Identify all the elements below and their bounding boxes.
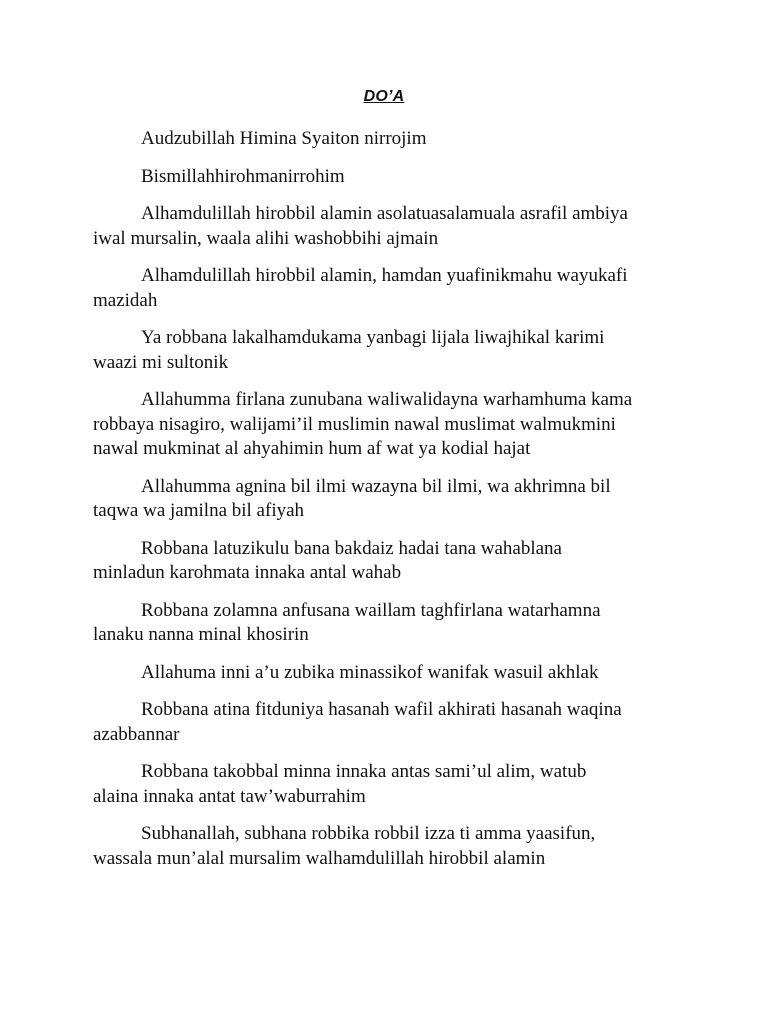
paragraph-line: Robbana latuzikulu bana bakdaiz hadai tana wahablana bbox=[141, 537, 562, 559]
prayer-paragraph bbox=[93, 388, 683, 462]
paragraph-line: Allahumma firlana zunubana waliwalidayna warhamhuma kama bbox=[141, 389, 633, 410]
paragraph-line: Alhamdulillah hirobbil alamin, hamdan yuafinikmahu wayukafi bbox=[141, 265, 628, 286]
paragraph-line: wassala mun’alal mursalim walhamdulillah hirobbil alamin bbox=[93, 847, 546, 869]
paragraph-line: waazi mi sultonik bbox=[93, 351, 229, 373]
paragraph-line: robbaya nisagiro, walijami’il muslimin nawal muslimat walmukmini bbox=[93, 413, 616, 435]
paragraph-line: mazidah bbox=[93, 289, 158, 311]
prayer-paragraph bbox=[93, 537, 683, 586]
prayer-paragraph bbox=[93, 599, 683, 648]
paragraph-line: alaina innaka antat taw’waburrahim bbox=[93, 785, 366, 807]
document-title: DO’A bbox=[363, 88, 405, 105]
paragraph-line: taqwa wa jamilna bil afiyah bbox=[93, 500, 305, 521]
prayer-paragraph bbox=[93, 264, 683, 313]
paragraph-line: Alhamdulillah hirobbil alamin asolatuasalamuala asrafil ambiya bbox=[141, 203, 628, 224]
paragraph-line: Ya robbana lakalhamdukama yanbagi lijala liwajhikal karimi bbox=[141, 327, 605, 348]
paragraph-line: Allahumma agnina bil ilmi wazayna bil ilmi, wa akhrimna bil bbox=[141, 475, 611, 497]
paragraph-line: Robbana takobbal minna innaka antas sami’ul alim, watub bbox=[141, 761, 587, 782]
paragraph-line: minladun karohmata innaka antal wahab bbox=[93, 562, 402, 583]
paragraph-line: Robbana atina fitduniya hasanah wafil akhirati hasanah waqina bbox=[141, 699, 622, 720]
paragraph-line: Audzubillah Himina Syaiton nirrojim bbox=[141, 128, 427, 149]
paragraph-line: iwal mursalin, waala alihi washobbihi ajmain bbox=[93, 227, 439, 249]
paragraph-line: Robbana zolamna anfusana waillam taghfirlana watarhamna bbox=[141, 599, 601, 621]
paragraph-line: Allahuma inni a’u zubika minassikof wanifak wasuil akhlak bbox=[141, 661, 599, 683]
paragraph-line: azabbannar bbox=[93, 723, 180, 745]
document-body bbox=[93, 127, 683, 884]
prayer-paragraph bbox=[93, 202, 683, 251]
prayer-paragraph bbox=[93, 760, 683, 809]
prayer-paragraph bbox=[93, 127, 683, 152]
prayer-paragraph bbox=[93, 661, 683, 686]
prayer-paragraph bbox=[93, 822, 683, 871]
paragraph-line: Bismillahhirohmanirrohim bbox=[141, 165, 345, 187]
prayer-paragraph bbox=[93, 698, 683, 747]
paragraph-line: Subhanallah, subhana robbika robbil izza ti amma yaasifun, bbox=[141, 823, 596, 844]
paragraph-line: lanaku nanna minal khosirin bbox=[93, 624, 309, 645]
prayer-paragraph bbox=[93, 475, 683, 524]
prayer-paragraph bbox=[93, 326, 683, 375]
prayer-paragraph bbox=[93, 165, 683, 190]
paragraph-line: nawal mukminat al ahyahimin hum af wat ya kodial hajat bbox=[93, 438, 531, 459]
